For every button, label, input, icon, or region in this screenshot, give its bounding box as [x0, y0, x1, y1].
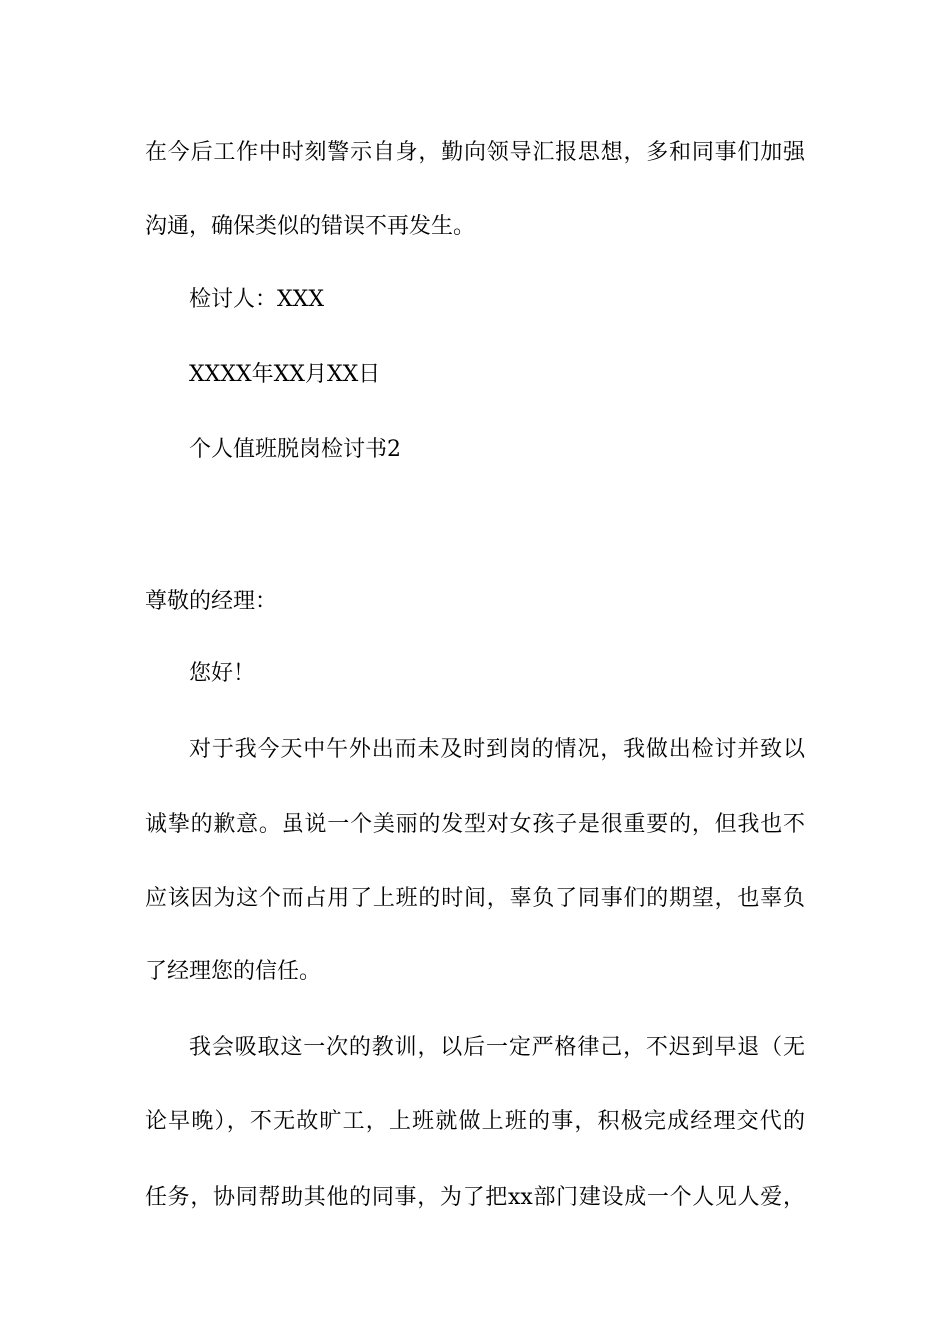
date-line: XXXX年XX月XX日: [189, 362, 381, 387]
paragraph-line: 诚挚的歉意。虽说一个美丽的发型对女孩子是很重要的，但我也不: [145, 812, 805, 837]
greeting: 您好！: [189, 661, 256, 686]
paragraph-line: 任务，协同帮助其他的同事，为了把xx部门建设成一个人见人爱，: [145, 1185, 805, 1210]
paragraph-line: 我会吸取这一次的教训，以后一定严格律己，不迟到早退（无: [189, 1035, 805, 1060]
paragraph-line: 在今后工作中时刻警示自身，勤向领导汇报思想，多和同事们加强: [145, 140, 805, 165]
signer-line: 检讨人：XXX: [189, 287, 324, 312]
paragraph-line: 应该因为这个而占用了上班的时间，辜负了同事们的期望，也辜负: [145, 886, 805, 911]
paragraph-line: 论早晚），不无故旷工，上班就做上班的事，积极完成经理交代的: [145, 1109, 805, 1134]
salutation: 尊敬的经理：: [145, 589, 278, 614]
paragraph-line: 沟通，确保类似的错误不再发生。: [145, 214, 476, 239]
paragraph-line: 对于我今天中午外出而未及时到岗的情况，我做出检讨并致以: [189, 737, 805, 762]
paragraph-line: 了经理您的信任。: [145, 959, 322, 984]
section-title: 个人值班脱岗检讨书2: [189, 437, 401, 462]
